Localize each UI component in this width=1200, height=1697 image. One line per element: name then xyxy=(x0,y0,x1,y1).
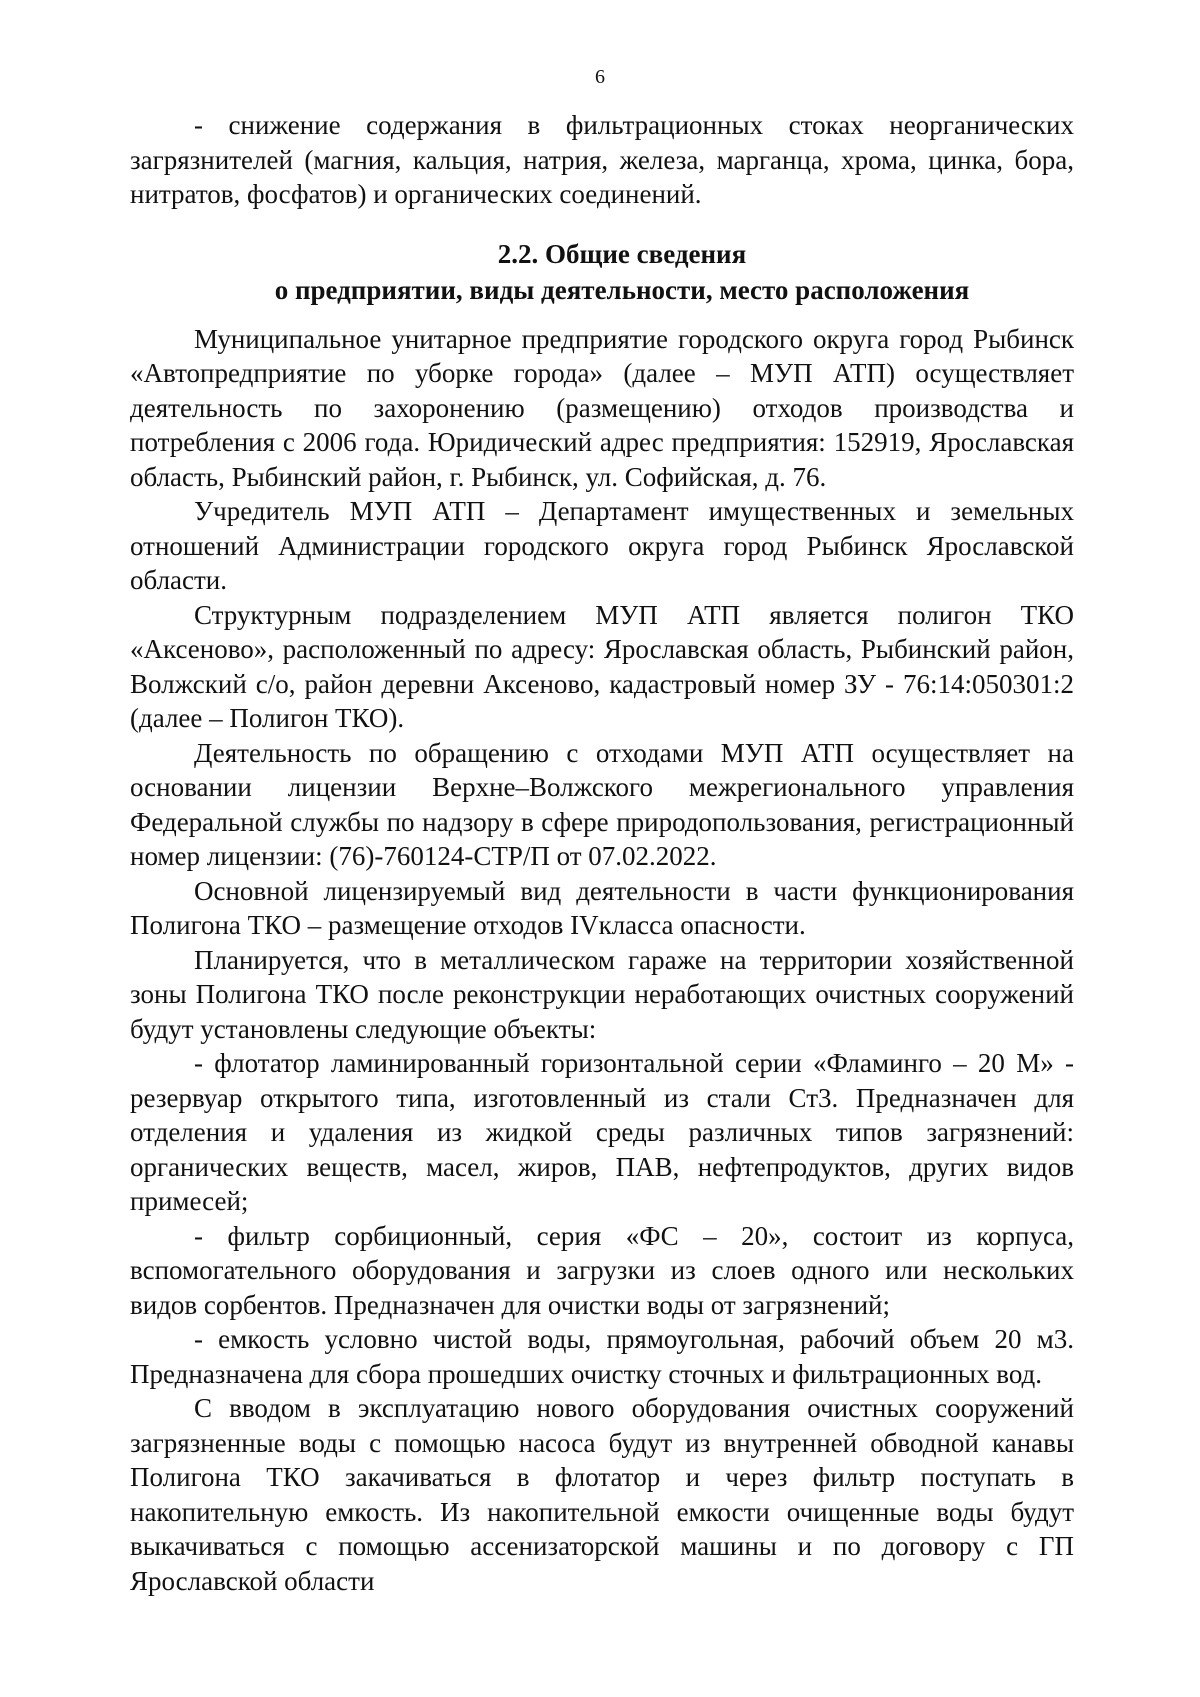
intro-paragraph: - снижение содержания в фильтрационных стоках неорганических загрязнителей (магния, кальция, натрия, железа, марганца, хрома, цинка, бора, нитратов, фосфатов) и органических соединений. xyxy=(130,110,1074,209)
paragraph-license: Деятельность по обращению с отходами МУП АТП осуществляет на основании лицензии Верхне–Волжского межрегионального управления Федеральной службы по надзору в сфере природопользования, регистрационный номер лицензии: (76)-760124-СТР/П от 07.02.2022. xyxy=(130,737,1074,871)
section-heading-line-2: о предприятии, виды деятельности, место расположения xyxy=(274,274,970,305)
list-item-flotator: - флотатор ламинированный горизонтальной серии «Фламинго – 20 М» - резервуар открытого типа, изготовленный из стали Ст3. Предназначен для отделения и удаления из жидкой среды различных типов загрязнений: органических веществ, масел, жиров, ПАВ, нефтепродуктов, других видов примесей; xyxy=(130,1048,1074,1216)
paragraph-activity: Основной лицензируемый вид деятельности в части функционирования Полигона ТКО – размещение отходов IVкласса опасности. xyxy=(130,875,1074,940)
list-item-filter: - фильтр сорбиционный, серия «ФС – 20», состоит из корпуса, вспомогательного оборудования и загрузки из слоев одного или нескольких видов сорбентов. Предназначен для очистки воды от загрязнений; xyxy=(130,1220,1074,1320)
paragraph-founder: Учредитель МУП АТП – Департамент имущественных и земельных отношений Администрации городского округа город Рыбинск Ярославской области. xyxy=(130,496,1074,595)
paragraph-enterprise: Муниципальное унитарное предприятие городского округа город Рыбинск «Автопредприятие по уборке города» (далее – МУП АТП) осуществляет деятельность по захоронению (размещению) отходов производства и потребления с 2006 года. Юридический адрес предприятия: 152919, Ярославская область, Рыбинский район, г. Рыбинск, ул. Софийская, д. 76. xyxy=(130,323,1074,492)
paragraph-subdivision: Структурным подразделением МУП АТП является полигон ТКО «Аксеново», расположенный по адресу: Ярославская область, Рыбинский район, Волжский с/о, район деревни Аксеново, кадастровый номер ЗУ - 76:14:050301:2 (далее – Полигон ТКО). xyxy=(130,599,1074,733)
document-body xyxy=(130,108,1074,1598)
paragraph-commissioning: С вводом в эксплуатацию нового оборудования очистных сооружений загрязненные воды с помощью насоса будут из внутренней обводной канавы Полигона ТКО закачиваться в флотатор и через фильтр поступать в накопительную емкость. Из накопительной емкости очищенные воды будут выкачиваться с помощью ассенизаторской машины и по договору с ГП Ярославской области xyxy=(130,1393,1074,1596)
page-number: 6 xyxy=(595,66,605,88)
section-heading xyxy=(130,236,1074,308)
list-item-tank: - емкость условно чистой воды, прямоугольная, рабочий объем 20 м3. Предназначена для сбора прошедших очистку сточных и фильтрационных вод. xyxy=(130,1324,1074,1389)
paragraph-planned-objects: Планируется, что в металлическом гараже на территории хозяйственной зоны Полигона ТКО после реконструкции неработающих очистных сооружений будут установлены следующие объекты: xyxy=(130,944,1074,1044)
section-heading-line-1: 2.2. Общие сведения xyxy=(497,238,747,269)
